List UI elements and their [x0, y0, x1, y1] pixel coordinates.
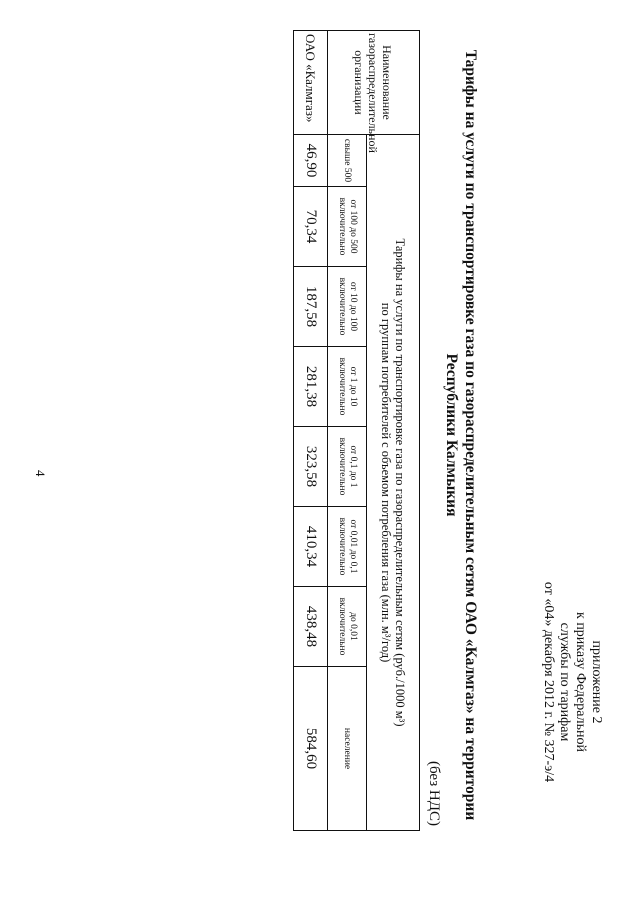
appendix-line: приложение 2: [589, 640, 604, 724]
vat-note: (без НДС): [426, 760, 442, 826]
tariff-value-cell: 438,48: [294, 587, 328, 667]
tariff-value-cell: 584,60: [294, 667, 328, 831]
document-title: [442, 0, 480, 870]
appendix-line: от «04» декабря 2012 г. № 327-э/4: [541, 581, 556, 783]
appendix-line: к приказу Федеральной: [573, 612, 588, 752]
tariff-group-header-line: по группам потребителей с объемом потребления газа (млн. м³/год): [379, 302, 393, 663]
page-number: 4: [33, 470, 48, 477]
tariff-value-cell: 187,58: [294, 267, 328, 347]
tariff-group-header-line: Тарифы на услуги по транспортировке газа по газораспределительным сетям (руб./1000 м³): [393, 238, 407, 727]
column-header: от 1 до 10 включительно: [328, 347, 367, 427]
title-line: Республики Калмыкия: [443, 353, 460, 517]
org-column-header: Наименование газораспределительной организации: [328, 31, 420, 135]
org-name-cell: ОАО «Калмгаз»: [294, 31, 328, 135]
title-line: Тарифы на услуги по транспортировке газа по газораспределительным сетям ОАО «Калмгаз» на территории: [462, 49, 479, 821]
appendix-block: [540, 532, 604, 832]
tariff-table: [293, 30, 420, 831]
tariff-value-cell: 70,34: [294, 187, 328, 267]
tariff-group-header: [367, 135, 420, 831]
column-header: от 0,1 до 1 включительно: [328, 427, 367, 507]
column-header: до 0,01 включительно: [328, 587, 367, 667]
column-header: от 0,01 до 0,1 включительно: [328, 507, 367, 587]
column-header: свыше 500: [328, 135, 367, 187]
tariff-value-cell: 46,90: [294, 135, 328, 187]
column-header: население: [328, 667, 367, 831]
tariff-value-cell: 323,58: [294, 427, 328, 507]
tariff-value-cell: 281,38: [294, 347, 328, 427]
tariff-value-cell: 410,34: [294, 507, 328, 587]
column-header: от 10 до 100 включительно: [328, 267, 367, 347]
appendix-line: службы по тарифам: [557, 622, 572, 742]
column-header: от 100 до 500 включительно: [328, 187, 367, 267]
table-row: [294, 31, 328, 831]
